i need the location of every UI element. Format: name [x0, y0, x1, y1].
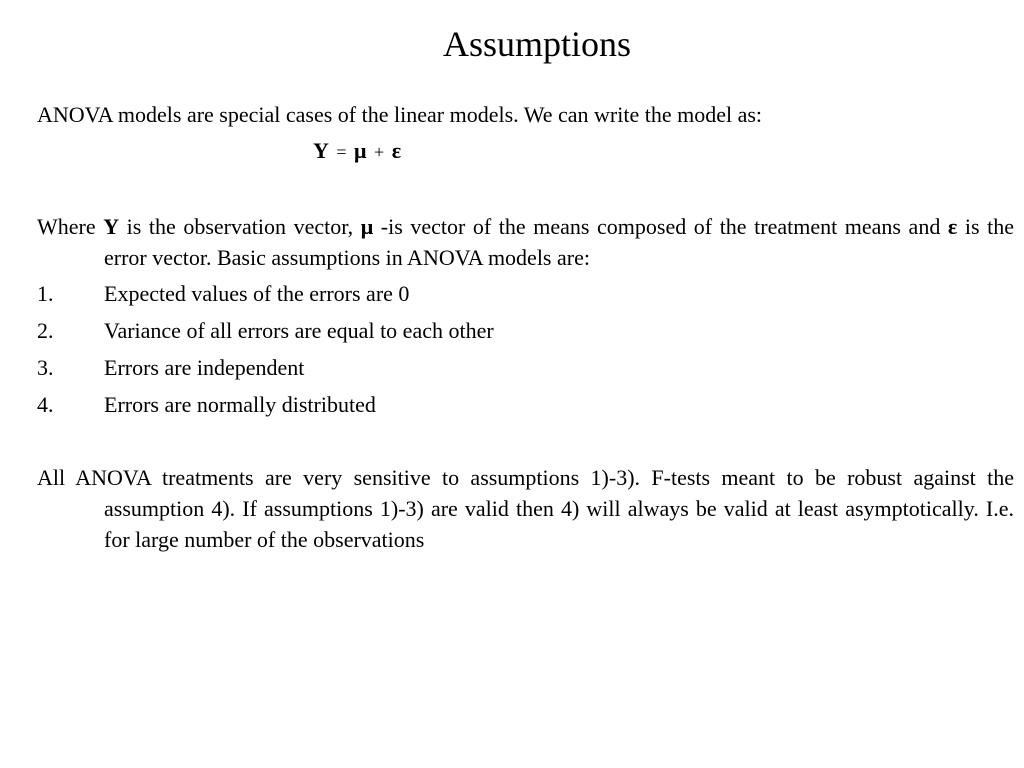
list-item-text: Variance of all errors are equal to each other [104, 318, 494, 343]
where-paragraph [37, 211, 1014, 273]
where-text-4: is the error vector. Basic assumptions in ANOVA models are: [104, 214, 1014, 270]
list-item-text: Errors are independent [104, 355, 305, 380]
assumptions-list [37, 278, 494, 426]
slide-title: Assumptions [442, 24, 632, 64]
where-mu-symbol: μ [360, 214, 374, 239]
closing-paragraph: All ANOVA treatments are very sensitive to assumptions 1)-3). F-tests meant to be robust against the assumption 4). If assumptions 1)-3) are valid then 4) will always be valid at least asymptotically. I.e. for large number of the observations [37, 465, 1014, 552]
list-item [37, 278, 494, 315]
list-item-text: Expected values of the errors are 0 [104, 281, 410, 306]
list-item [37, 352, 494, 389]
equation-plus: + [374, 142, 385, 162]
list-item-number: 3. [37, 355, 54, 380]
list-item-text: Errors are normally distributed [104, 392, 376, 417]
where-y-symbol: Y [103, 214, 120, 239]
model-equation [313, 136, 401, 167]
list-item [37, 389, 494, 426]
where-text-3: -is vector of the means composed of the treatment means and [373, 214, 948, 239]
intro-text: ANOVA models are special cases of the linear models. We can write the model as: [37, 102, 763, 127]
equation-y: Y [313, 138, 329, 163]
list-item [37, 315, 494, 352]
where-epsilon-symbol: ε [947, 214, 958, 239]
list-item-number: 1. [37, 281, 54, 306]
list-item-number: 2. [37, 318, 54, 343]
equation-mu: μ [354, 138, 367, 163]
equation-epsilon: ε [391, 138, 402, 163]
where-text-1: Where [37, 214, 104, 239]
list-item-number: 4. [37, 392, 54, 417]
equation-equals: = [336, 142, 347, 162]
where-text-2: is the observation vector, [119, 214, 361, 239]
